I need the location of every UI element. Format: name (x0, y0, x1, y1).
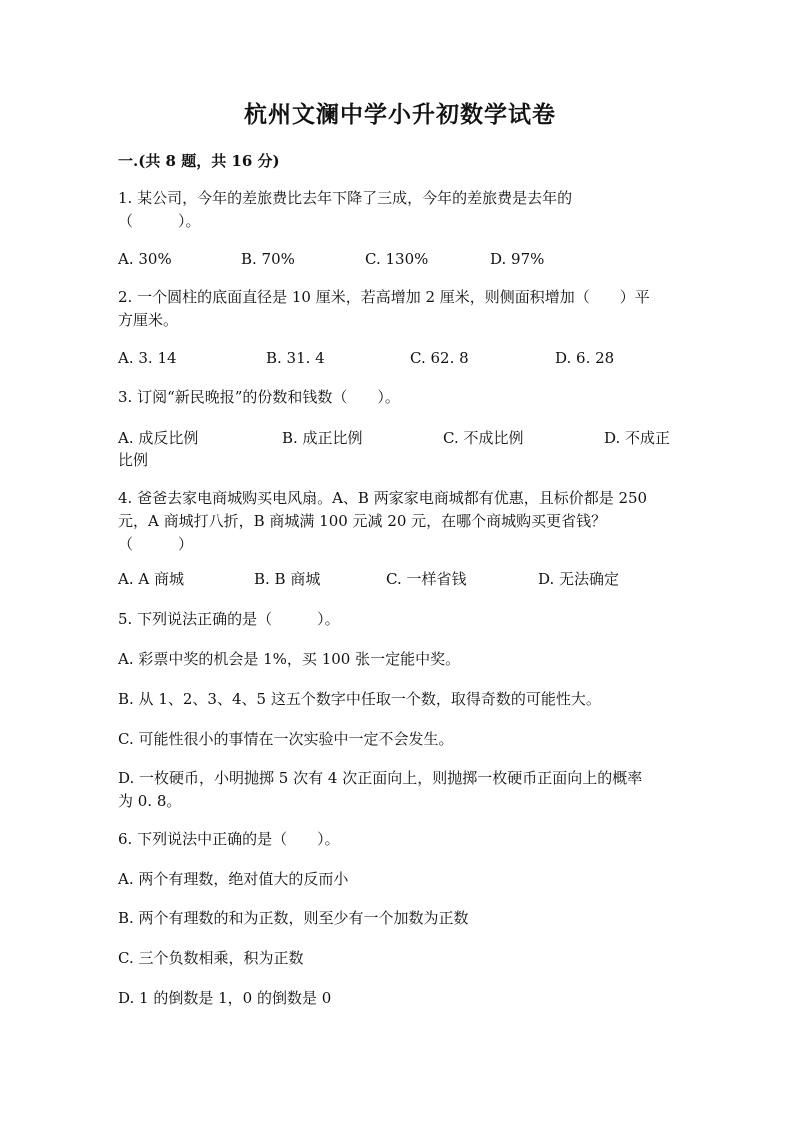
question-4-option-a: A. A 商城 (118, 570, 184, 588)
question-4-options (118, 568, 678, 590)
question-5-option-a: A. 彩票中奖的机会是 1%，买 100 张一定能中奖。 (118, 650, 461, 668)
question-1-line-2: （ ）。 (118, 212, 201, 230)
question-2-option-a: A. 3. 14 (118, 349, 177, 367)
page-title: 杭州文澜中学小升初数学试卷 (244, 101, 556, 128)
question-3-options (118, 427, 678, 449)
question-1-line-1: 1. 某公司，今年的差旅费比去年下降了三成，今年的差旅费是去年的 (118, 189, 573, 207)
question-1-option-a: A. 30% (118, 250, 172, 268)
question-3-stem: 3. 订阅“新民晚报”的份数和钱数（ ）。 (118, 388, 400, 406)
question-3-option-d-wrap: 比例 (118, 451, 149, 469)
question-5-option-b: B. 从 1、2、3、4、5 这五个数字中任取一个数，取得奇数的可能性大。 (118, 690, 601, 708)
question-6-stem: 6. 下列说法中正确的是（ ）。 (118, 830, 340, 848)
question-3-option-c: C. 不成比例 (443, 429, 524, 447)
question-1-options (118, 248, 678, 270)
question-2-option-c: C. 62. 8 (410, 349, 469, 367)
question-4-line-2: 元，A 商城打八折，B 商城满 100 元减 20 元，在哪个商城购买更省钱？ (118, 512, 607, 530)
question-2-stem (118, 286, 678, 332)
question-4-stem (118, 487, 678, 556)
question-6-option-b: B. 两个有理数的和为正数，则至少有一个加数为正数 (118, 909, 469, 927)
question-1-option-b: B. 70% (241, 250, 295, 268)
question-4-option-d: D. 无法确定 (538, 570, 620, 588)
question-1-option-c: C. 130% (365, 250, 429, 268)
question-5-option-c: C. 可能性很小的事情在一次实验中一定不会发生。 (118, 730, 454, 748)
question-4-line-3: （ ） (118, 535, 194, 553)
question-5-option-d (118, 767, 678, 813)
question-2-line-2: 方厘米。 (118, 311, 179, 329)
question-3-option-a: A. 成反比例 (118, 429, 199, 447)
question-4-option-b: B. B 商城 (254, 570, 321, 588)
question-5-stem: 5. 下列说法正确的是（ ）。 (118, 610, 340, 628)
question-5-option-d-line-2: 为 0. 8。 (118, 792, 182, 810)
question-4-option-c: C. 一样省钱 (386, 570, 467, 588)
question-1-option-d: D. 97% (490, 250, 545, 268)
question-4-line-1: 4. 爸爸去家电商城购买电风扇。A、B 两家家电商城都有优惠，且标价都是 250 (118, 489, 648, 507)
question-3-option-b: B. 成正比例 (282, 429, 363, 447)
question-6-option-c: C. 三个负数相乘，积为正数 (118, 949, 304, 967)
question-2-option-b: B. 31. 4 (266, 349, 325, 367)
question-1-stem (118, 187, 678, 233)
question-6-option-a: A. 两个有理数，绝对值大的反而小 (118, 870, 349, 888)
question-2-options (118, 347, 678, 369)
section-header: 一.(共 8 题，共 16 分) (118, 152, 280, 170)
question-2-option-d: D. 6. 28 (555, 349, 615, 367)
question-3-option-d: D. 不成正 (604, 429, 671, 447)
question-2-line-1: 2. 一个圆柱的底面直径是 10 厘米，若高增加 2 厘米，则侧面积增加（ ）平 (118, 288, 650, 306)
question-6-option-d: D. 1 的倒数是 1，0 的倒数是 0 (118, 989, 332, 1007)
question-5-option-d-line-1: D. 一枚硬币，小明抛掷 5 次有 4 次正面向上，则抛掷一枚硬币正面向上的概率 (118, 769, 643, 787)
